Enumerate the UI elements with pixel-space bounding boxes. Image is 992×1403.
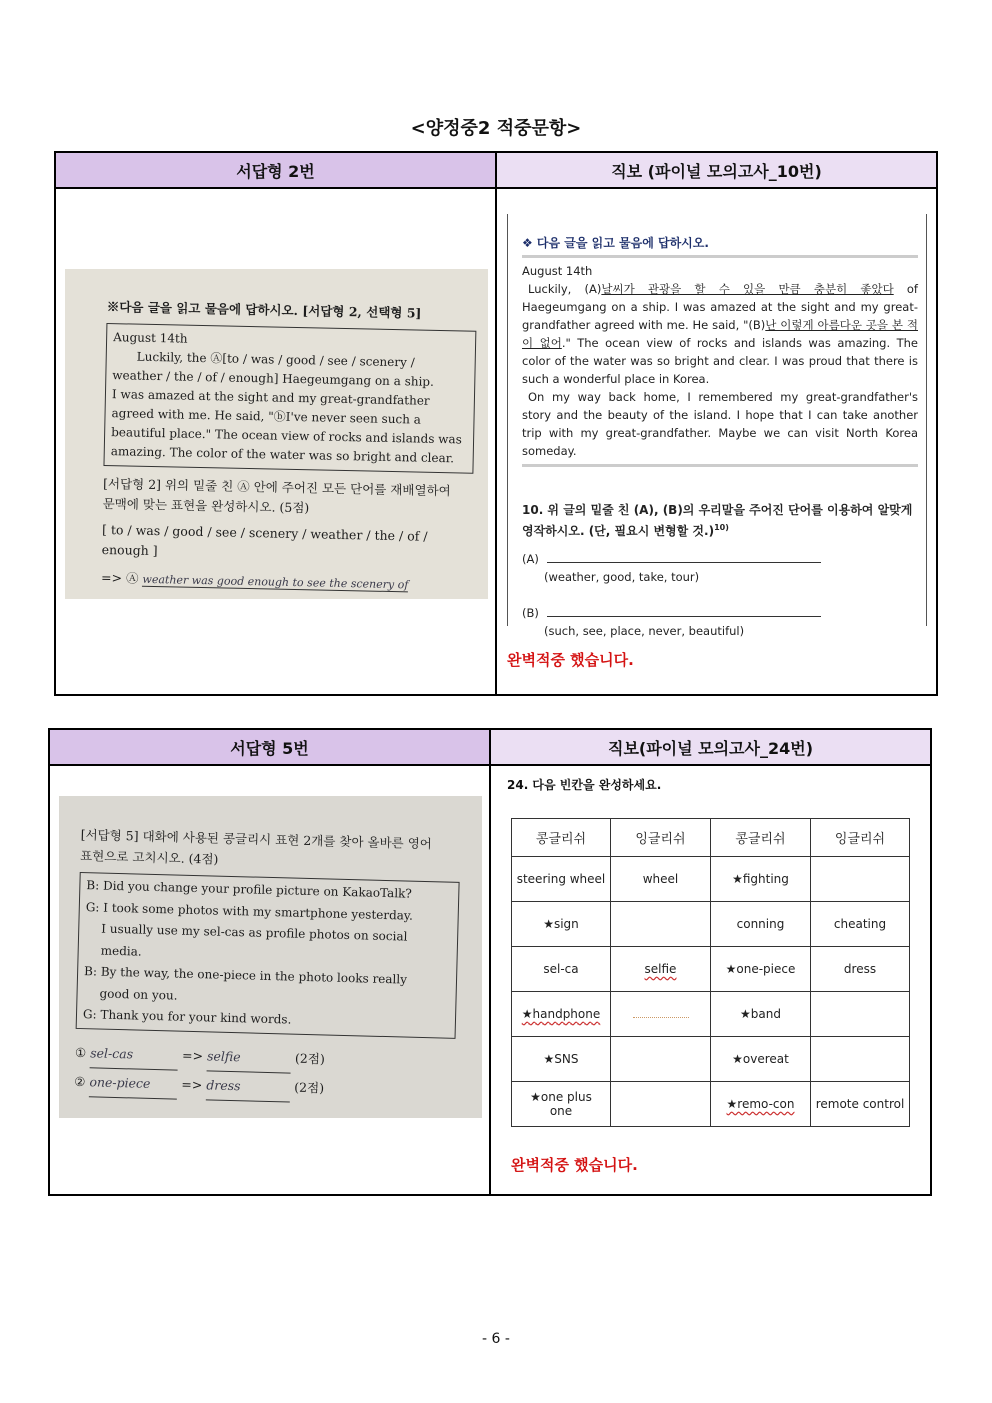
dialog-line: B: Did you change your profile picture on KakaoTalk? [86,878,413,901]
konglish-table [511,818,910,1127]
comparison-table-2 [48,728,932,1196]
exam-question-line: [서답형 2] 위의 밑줄 친 Ⓐ 안에 주어진 모든 단어를 재배열하여 [102,475,451,499]
table-cell [811,1037,910,1082]
handwritten-answer-1: ① sel-cas => selfie (2점) [75,1038,456,1077]
dialog-line: good on you. [99,986,178,1003]
table-cell: steering wheel [512,857,611,902]
exam-photo-cell [49,765,490,1195]
exam-passage-line: agreed with me. He said, "ⓑI've never seen such a [111,406,422,427]
table-row [512,1082,910,1127]
table-cell: dress [811,947,910,992]
table-cell [611,1082,711,1127]
table-cell: ★remo-con [711,1082,811,1127]
dialog-line: B: By the way, the one-piece in the photo looks really [83,964,408,987]
exam-question-header: 서답형 2번 [55,152,496,188]
exam-photo [59,796,482,1118]
prediction-excerpt [507,214,927,638]
answer-a-hint: (weather, good, take, tour) [544,570,700,584]
excerpt-question: 10. 위 글의 밑줄 친 (A), (B)의 우리말을 주어진 단어를 이용하여 알맞게 영작하시오. (단, 필요시 변형할 것.)$^{10)}$ [522,503,913,538]
dialog-line: I usually use my sel-cas as profile photos on social media. [100,921,408,959]
exam-date: August 14th [113,330,188,346]
hit-note: 완벽적중 했습니다. [511,1156,638,1174]
dialog-box [76,872,460,1038]
prediction-header: 직보 (파이널 모의고사_10번) [496,152,937,188]
answer-b-hint: (such, see, place, never, beautiful) [544,624,745,638]
table-cell: remote control [811,1082,910,1127]
exam-passage-line: I was amazed at the sight and my great-grandfather [111,387,430,408]
column-header: 잉글리쉬 [811,819,910,857]
handwritten-answer: weather was good enough to see the scenery of [142,572,409,592]
exam-instruction: [서답형 5] 대화에 사용된 콩글리시 표현 2개를 찾아 올바른 영어 [80,826,433,852]
table-row [512,992,910,1037]
prediction-question: 24. 다음 빈칸을 완성하세요. [507,778,662,792]
table-cell [611,902,711,947]
table-row [512,1037,910,1082]
table-row [512,857,910,902]
table-cell [811,857,910,902]
column-header: 콩글리쉬 [711,819,811,857]
excerpt-instruction: ❖ 다음 글을 읽고 물음에 답하시오. [522,234,918,258]
exam-passage-line: beautiful place." The ocean view of rocks and islands was [111,425,462,447]
table-cell: ★fighting [711,857,811,902]
table-cell [811,992,910,1037]
page-title: <양정중2 적중문항> [410,118,582,139]
exam-answer-label: => Ⓐ [100,569,139,586]
exam-passage-line: Luckily, the Ⓐ[to / was / good / see / scenery / [136,349,415,370]
prediction-cell [496,188,937,695]
prediction-header: 직보(파이널 모의고사_24번) [490,729,931,765]
excerpt-paragraph-1: Luckily, (A)날씨가 관광을 할 수 있을 만큼 충분히 좋았다 of Haegeumgang on a ship. I was amazed at the sight and my great-grandfather agreed with me. He said, "(B)난 이렇게 아름다운 곳을 본 적이 없어." The ocean view of rocks and islands was amazing. The color of the water was so bright and clear. I was proud that there is such a wonderful place in Korea. [522,282,918,386]
exam-photo-cell [55,188,496,695]
page-number: - 6 - [482,1331,510,1347]
dialog-line: G: I took some photos with my smartphone yesterday. [85,899,414,923]
table-cell: sel-ca [512,947,611,992]
table-cell: ★one plus one [512,1082,611,1127]
exam-word-bank: [ to / was / good / see / scenery / weather / the / of / enough ] [101,521,428,559]
exam-instruction: ※다음 글을 읽고 물음에 답하시오. [서답형 2, 선택형 5] [106,298,422,321]
table-cell: ★overeat [711,1037,811,1082]
table-cell: ★band [711,992,811,1037]
comparison-table-1 [54,151,938,696]
column-header: 잉글리쉬 [611,819,711,857]
exam-question-line: 문맥에 맞는 표현을 완성하시오. (5점) [102,495,310,516]
table-row [512,902,910,947]
answer-b-line: (B) [522,604,918,622]
handwritten-answer-2: ② one-piece => dress (2점) [74,1067,455,1106]
exam-passage-line: amazing. The color of the water was so bright and clear. [110,444,455,466]
table-cell: cheating [811,902,910,947]
table-cell: conning [711,902,811,947]
excerpt-date: August 14th [522,264,593,278]
table-cell: wheel [611,857,711,902]
exam-passage-box [103,323,476,474]
table-cell: ★handphone [512,992,611,1037]
dialog-line: G: Thank you for your kind words. [82,1007,292,1027]
table-cell: ★SNS [512,1037,611,1082]
table-cell [611,992,711,1037]
answer-a-line: (A) [522,550,918,568]
table-cell: ★one-piece [711,947,811,992]
exam-passage-line: weather / the / of / enough] Haegeumgang on a ship. [112,368,435,389]
table-row [512,947,910,992]
exam-question-header: 서답형 5번 [49,729,490,765]
column-header: 콩글리쉬 [512,819,611,857]
prediction-cell [490,765,931,1195]
exam-instruction: 표현으로 고치시오. (4점) [79,847,219,867]
hit-note: 완벽적중 했습니다. [507,651,634,669]
excerpt-paragraph-2: On my way back home, I remembered my great-grandfather's story and the beauty of the island. I hope that I can take another trip with my great-grandfather. Maybe we can visit North Korea someday. [522,388,918,467]
table-cell: selfie [611,947,711,992]
exam-photo [65,269,488,599]
table-cell: ★sign [512,902,611,947]
table-cell [611,1037,711,1082]
